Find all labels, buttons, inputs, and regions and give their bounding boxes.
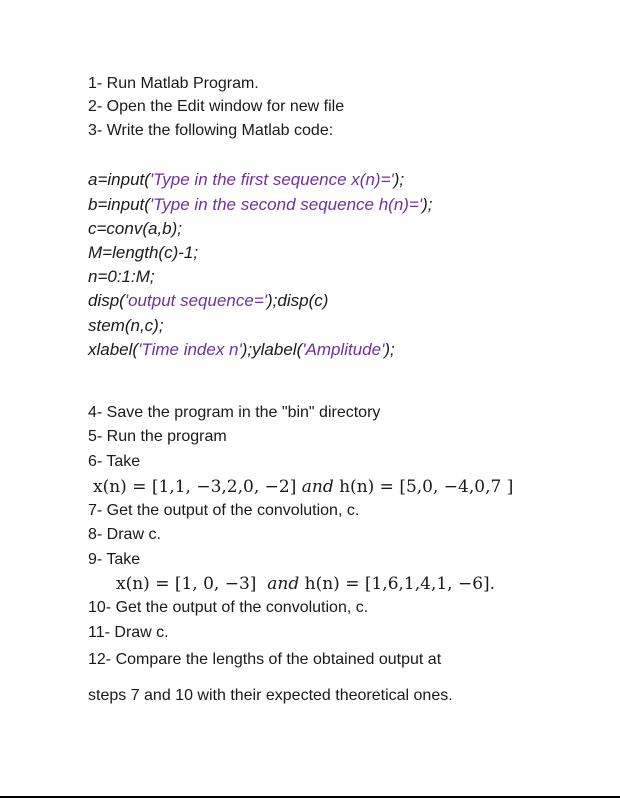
step-2: 2- Open the Edit window for new file [88, 98, 345, 115]
code-string: 'Amplitude' [302, 340, 385, 359]
code-text: c=conv(a,b); [88, 219, 183, 238]
code-text: disp( [88, 291, 125, 310]
step-5: 5- Run the program [88, 428, 227, 445]
bottom-rule [0, 796, 620, 798]
eq-x: x(n) = [1, 0, −3] [116, 574, 257, 594]
code-string: 'Time index n' [138, 340, 242, 359]
code-text: );ylabel( [241, 340, 303, 359]
eq-h: h(n) = [1,6,1,4,1, −6]. [304, 574, 496, 594]
step-10: 10- Get the output of the convolution, c. [88, 599, 369, 616]
eq-x: x(n) = [1,1, −3,2,0, −2] [93, 477, 297, 497]
code-line [88, 338, 395, 362]
code-text: xlabel( [88, 340, 139, 359]
code-text: stem(n,c); [88, 316, 164, 335]
equation-9 [116, 572, 495, 596]
code-text: ); [393, 170, 405, 189]
step-3: 3- Write the following Matlab code: [88, 122, 334, 139]
code-text: n=0:1:M; [88, 267, 155, 286]
step-12: 12- Compare the lengths of the obtained output at [88, 651, 442, 668]
code-string: 'Type in the first sequence x(n)=' [149, 170, 394, 189]
code-line [88, 217, 182, 241]
eq-h: h(n) = [5,0, −4,0,7 ] [339, 477, 514, 497]
step-9: 9- Take [88, 551, 141, 568]
step-1: 1- Run Matlab Program. [88, 75, 259, 92]
code-string: 'Type in the second sequence h(n)=' [149, 195, 423, 214]
eq-and: and [267, 574, 300, 594]
code-text: ); [384, 340, 395, 359]
step-12-continued: steps 7 and 10 with their expected theoretical ones. [88, 687, 453, 704]
step-6: 6- Take [88, 453, 141, 470]
code-line [88, 193, 433, 217]
code-line [88, 314, 164, 338]
step-7: 7- Get the output of the convolution, c. [88, 502, 360, 519]
code-line [88, 241, 198, 265]
code-line [88, 265, 155, 289]
code-line [88, 289, 328, 313]
code-text: a=input( [88, 170, 150, 189]
code-text: b=input( [88, 195, 150, 214]
code-line [88, 168, 404, 192]
step-11: 11- Draw c. [88, 624, 169, 641]
step-4: 4- Save the program in the "bin" directory [88, 404, 381, 421]
step-8: 8- Draw c. [88, 526, 161, 543]
equation-6 [93, 475, 513, 499]
code-text: M=length(c)-1; [88, 243, 199, 262]
code-string: 'output sequence=' [124, 291, 267, 310]
code-text: );disp(c) [267, 291, 329, 310]
eq-and: and [301, 477, 334, 497]
code-text: ); [422, 195, 433, 214]
